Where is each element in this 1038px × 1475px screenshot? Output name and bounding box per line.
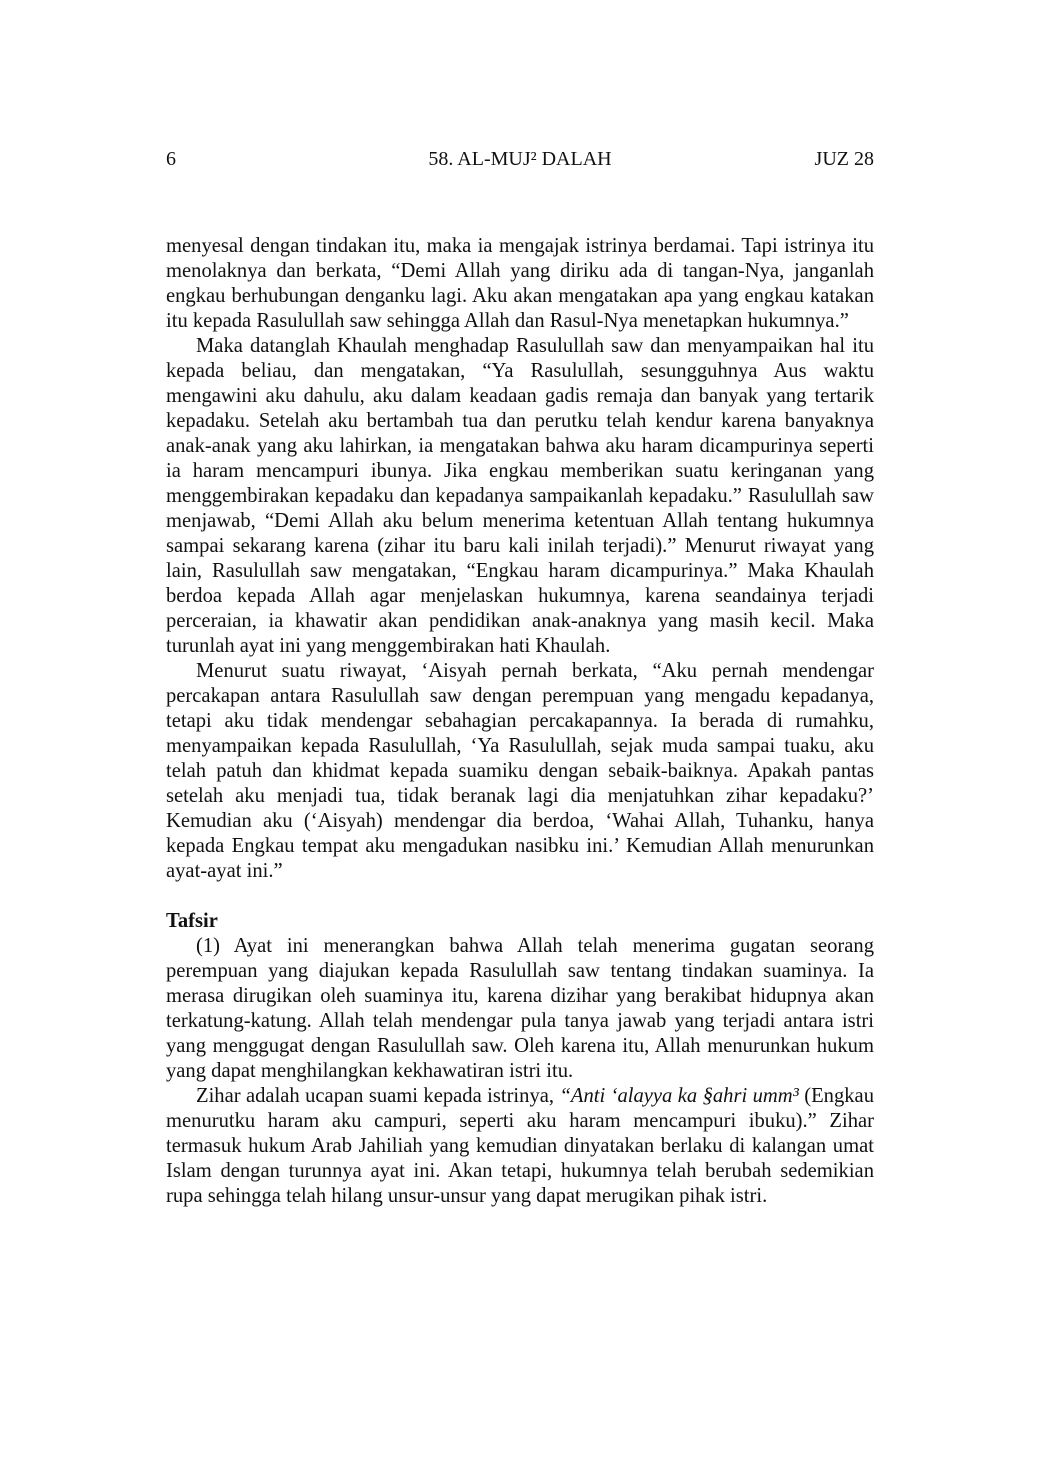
paragraph-khaulah: Maka datanglah Khaulah menghadap Rasulullah saw dan menyampaikan hal itu kepada beliau, dan mengatakan, “Ya Rasulullah, sesungguhnya Aus waktu mengawini aku dahulu, aku dalam keadaan gadis remaja dan banyak yang tertarik kepadaku. Setelah aku bertambah tua dan perutku telah kendur karena banyaknya anak-anak yang aku lahirkan, ia mengatakan bahwa aku haram dicampurinya seperti ia haram mencampuri ibunya. Jika engkau memberikan suatu keringanan yang menggembirakan kepadaku dan kepadanya sampaikanlah kepadaku.” Rasulullah saw menjawab, “Demi Allah aku belum menerima ketentuan Allah tentang hukumnya sampai sekarang karena (zihar itu baru kali inilah terjadi).” Menurut riwayat yang lain, Rasulullah saw mengatakan, “Engkau haram dicampurinya.” Maka Khaulah berdoa kepada Allah agar menjelaskan hukumnya, karena seandainya terjadi perceraian, ia khawatir akan pendidikan anak-anaknya yang masih kecil. Maka turunlah ayat ini yang menggembirakan hati Khaulah. <box>166 335 874 657</box>
paragraph-tafsir-1: (1) Ayat ini menerangkan bahwa Allah telah menerima gugatan seorang perempuan yang diajukan kepada Rasulullah saw tentang tindakan suaminya. Ia merasa dirugikan oleh suaminya itu, karena dizihar yang berakibat hidupnya akan terkatung-katung. Allah telah mendengar pula tanya jawab yang terjadi antara istri yang menggugat dengan Rasulullah saw. Oleh karena itu, Allah menurunkan hukum yang dapat menghilangkan kekhawatiran istri itu. <box>166 935 874 1082</box>
page-header <box>166 145 874 173</box>
paragraph-continuation: menyesal dengan tindakan itu, maka ia mengajak istrinya berdamai. Tapi istrinya itu menolaknya dan berkata, “Demi Allah yang diriku ada di tangan-Nya, janganlah engkau berhubungan denganku lagi. Aku akan mengatakan apa yang engkau katakan itu kepada Rasulullah saw sehingga Allah dan Rasul-Nya menetapkan hukumnya.” <box>166 235 874 332</box>
page-number: 6 <box>166 148 176 170</box>
tafsir-2-start: Zihar adalah ucapan suami kepada istrinya, <box>196 1085 560 1107</box>
juz-label: JUZ 28 <box>814 148 874 170</box>
paragraph-tafsir-2 <box>166 1084 874 1209</box>
chapter-title: 58. AL-MUJ² DALAH <box>428 148 612 170</box>
section-heading-tafsir: Tafsir <box>166 910 218 932</box>
arabic-transliteration: “Anti ‘alayya ka §ahri umm³ <box>559 1085 799 1107</box>
tafsir-2-end: (Engkau menurutku haram aku campuri, seperti aku haram mencampuri ibuku).” Zihar termasuk hukum Arab Jahiliah yang kemudian dinyatakan berlaku di kalangan umat Islam dengan turunnya ayat ini. Akan tetapi, hukumnya telah berubah sedemikian rupa sehingga telah hilang unsur-unsur yang dapat merugikan pihak istri. <box>166 1085 874 1207</box>
paragraph-aisyah: Menurut suatu riwayat, ‘Aisyah pernah berkata, “Aku pernah mendengar percakapan antara Rasulullah saw dengan perempuan yang mengadu kepadanya, tetapi aku tidak mendengar sebahagian percakapannya. Ia berada di rumahku, menyampaikan kepada Rasulullah, ‘Ya Rasulullah, sejak muda sampai tuaku, aku telah patuh dan khidmat kepada suamiku dengan sebaik-baiknya. Apakah pantas setelah aku menjadi tua, tidak beranak lagi dia menjatuhkan zihar kepadaku?’ Kemudian aku (‘Aisyah) mendengar dia berdoa, ‘Wahai Allah, Tuhanku, hanya kepada Engkau tempat aku mengadukan nasibku ini.’ Kemudian Allah menurunkan ayat-ayat ini.” <box>166 660 874 882</box>
body-text <box>166 234 874 1209</box>
